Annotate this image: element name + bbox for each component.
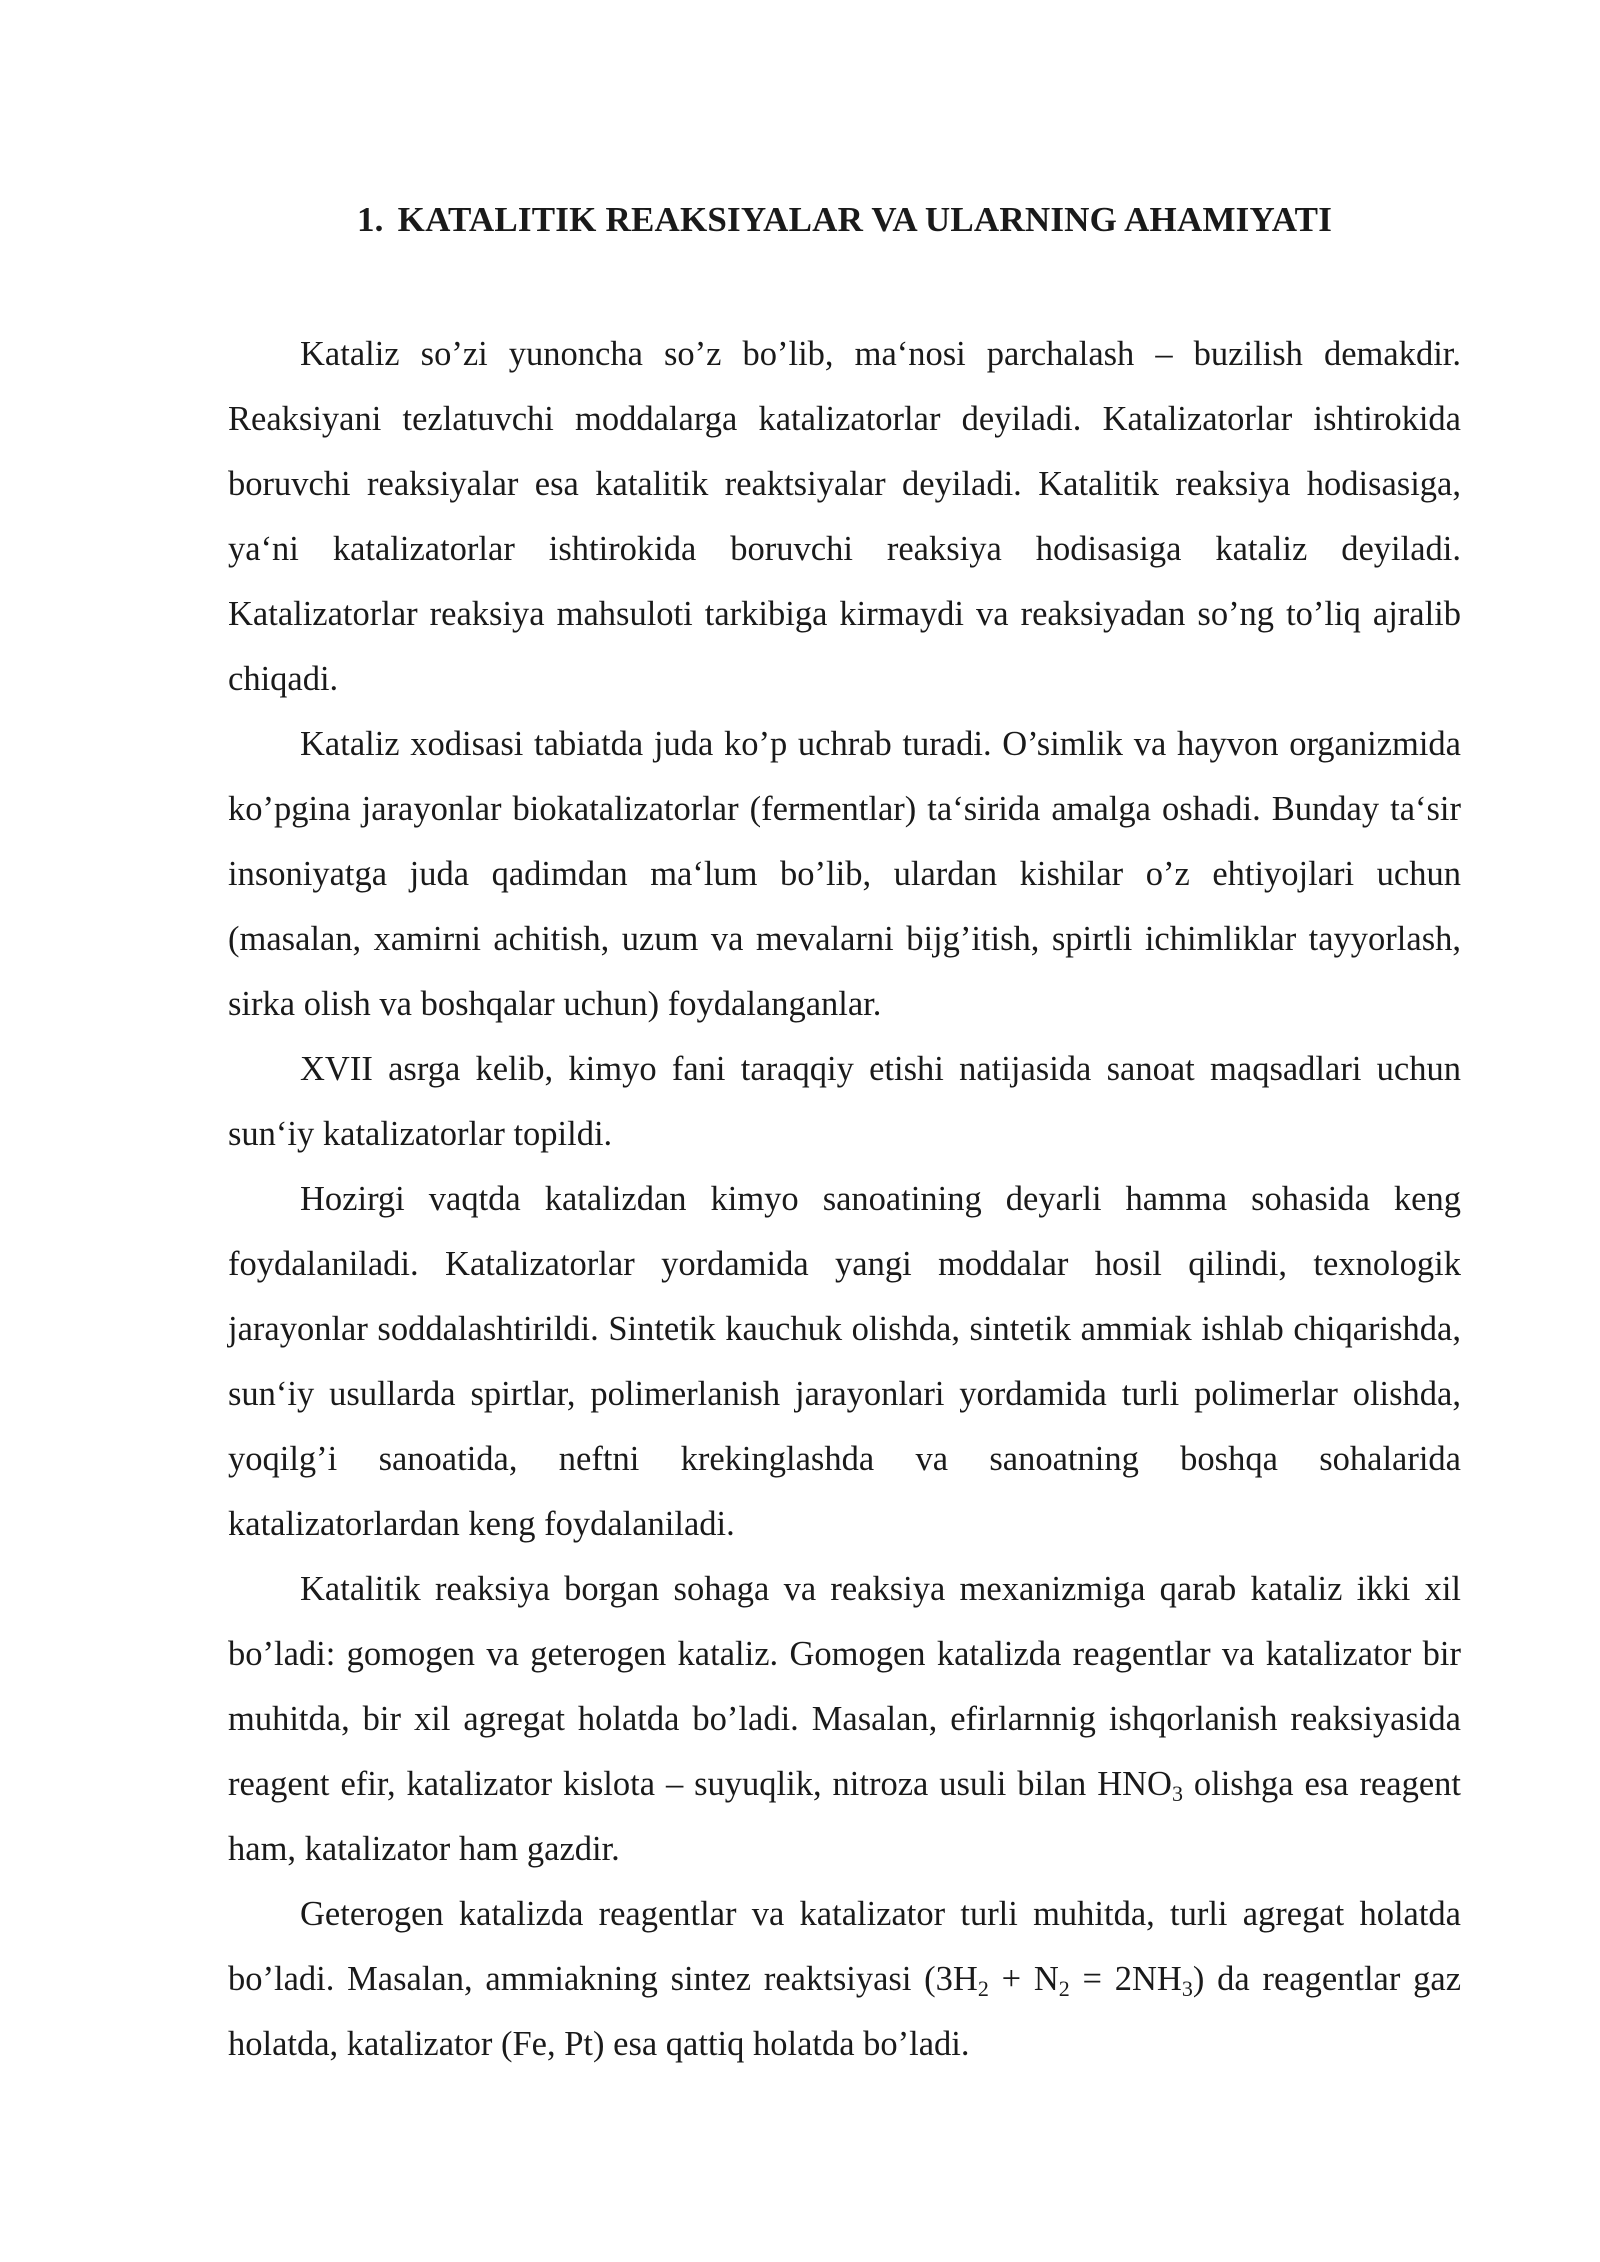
paragraph-3: XVII asrga kelib, kimyo fani taraqqiy etishi natijasida sanoat maqsadlari uchun sun‘iy katalizatorlar topildi.	[228, 1050, 1461, 1153]
h2-subscript: 2	[977, 1976, 989, 2001]
n2-subscript: 2	[1058, 1976, 1070, 2001]
section-number: 1.	[356, 200, 384, 239]
paragraph-2: Kataliz xodisasi tabiatda juda ko’p uchrab turadi. O’simlik va hayvon organizmida ko’pgina jarayonlar biokatalizatorlar (fermentlar) ta‘sirida amalga oshadi. Bunday ta‘sir insoniyatga juda qadimdan ma‘lum bo’lib, ulardan kishilar o’z ehtiyojlari uchun (masalan, xamirni achitish, uzum va mevalarni bijg’itish, spirtli ichimliklar tayyorlash, sirka olish va boshqalar uchun) foydalanganlar.	[228, 725, 1461, 1023]
paragraph-6-text-c: = 2NH	[1069, 1960, 1182, 1998]
paragraph-6	[228, 1882, 1461, 2077]
paragraph-6-text-b: + N	[988, 1960, 1059, 1998]
paragraph-4: Hozirgi vaqtda katalizdan kimyo sanoatining deyarli hamma sohasida keng foydalaniladi. Katalizatorlar yordamida yangi moddalar hosil qilindi, texnologik jarayonlar soddalashtirildi. Sintetik kauchuk olishda, sintetik ammiak ishlab chiqarishda, sun‘iy usullarda spirtlar, polimerlanish jarayonlari yordamida turli polimerlar olishda, yoqilg’i sanoatida, neftni krekinglashda va sanoatning boshqa sohalarida katalizatorlardan keng foydalaniladi.	[228, 1180, 1461, 1543]
paragraph-1: Kataliz so’zi yunoncha so’z bo’lib, ma‘nosi parchalash – buzilish demakdir. Reaksiyani tezlatuvchi moddalarga katalizatorlar deyiladi. Katalizatorlar ishtirokida boruvchi reaksiyalar esa katalitik reaktsiyalar deyiladi. Katalitik reaksiya hodisasiga, ya‘ni katalizatorlar ishtirokida boruvchi reaksiya hodisasiga kataliz deyiladi. Katalizatorlar reaksiya mahsuloti tarkibiga kirmaydi va reaksiyadan so’ng to’liq ajralib chiqadi.	[228, 335, 1461, 698]
section-title: KATALITIK REAKSIYALAR VA ULARNING AHAMIYATI	[397, 200, 1333, 239]
hno3-subscript: 3	[1171, 1781, 1183, 1806]
document-body	[228, 322, 1461, 2077]
nh3-subscript: 3	[1181, 1976, 1193, 2001]
paragraph-5-text-b: olishga esa reagent ham, katalizator ham gazdir.	[228, 1765, 1461, 1868]
paragraph-5	[228, 1557, 1461, 1882]
paragraph-6-text-a: Geterogen katalizda reagentlar va katalizator turli muhitda, turli agregat holatda bo’ladi. Masalan, ammiakning sintez reaktsiyasi (3H	[228, 1895, 1461, 1998]
section-heading	[228, 196, 1461, 244]
paragraph-6-text-d: ) da reagentlar gaz holatda, katalizator (Fe, Pt) esa qattiq holatda bo’ladi.	[228, 1960, 1462, 2063]
paragraph-5-text-a: Katalitik reaksiya borgan sohaga va reaksiya mexanizmiga qarab kataliz ikki xil bo’ladi: gomogen va geterogen kataliz. Gomogen katalizda reagentlar va katalizator bir muhitda, bir xil agregat holatda bo’ladi. Masalan, efirlarnnig ishqorlanish reaksiyasida reagent efir, katalizator kislota – suyuqlik, nitroza usuli bilan HNO	[228, 1570, 1461, 1803]
